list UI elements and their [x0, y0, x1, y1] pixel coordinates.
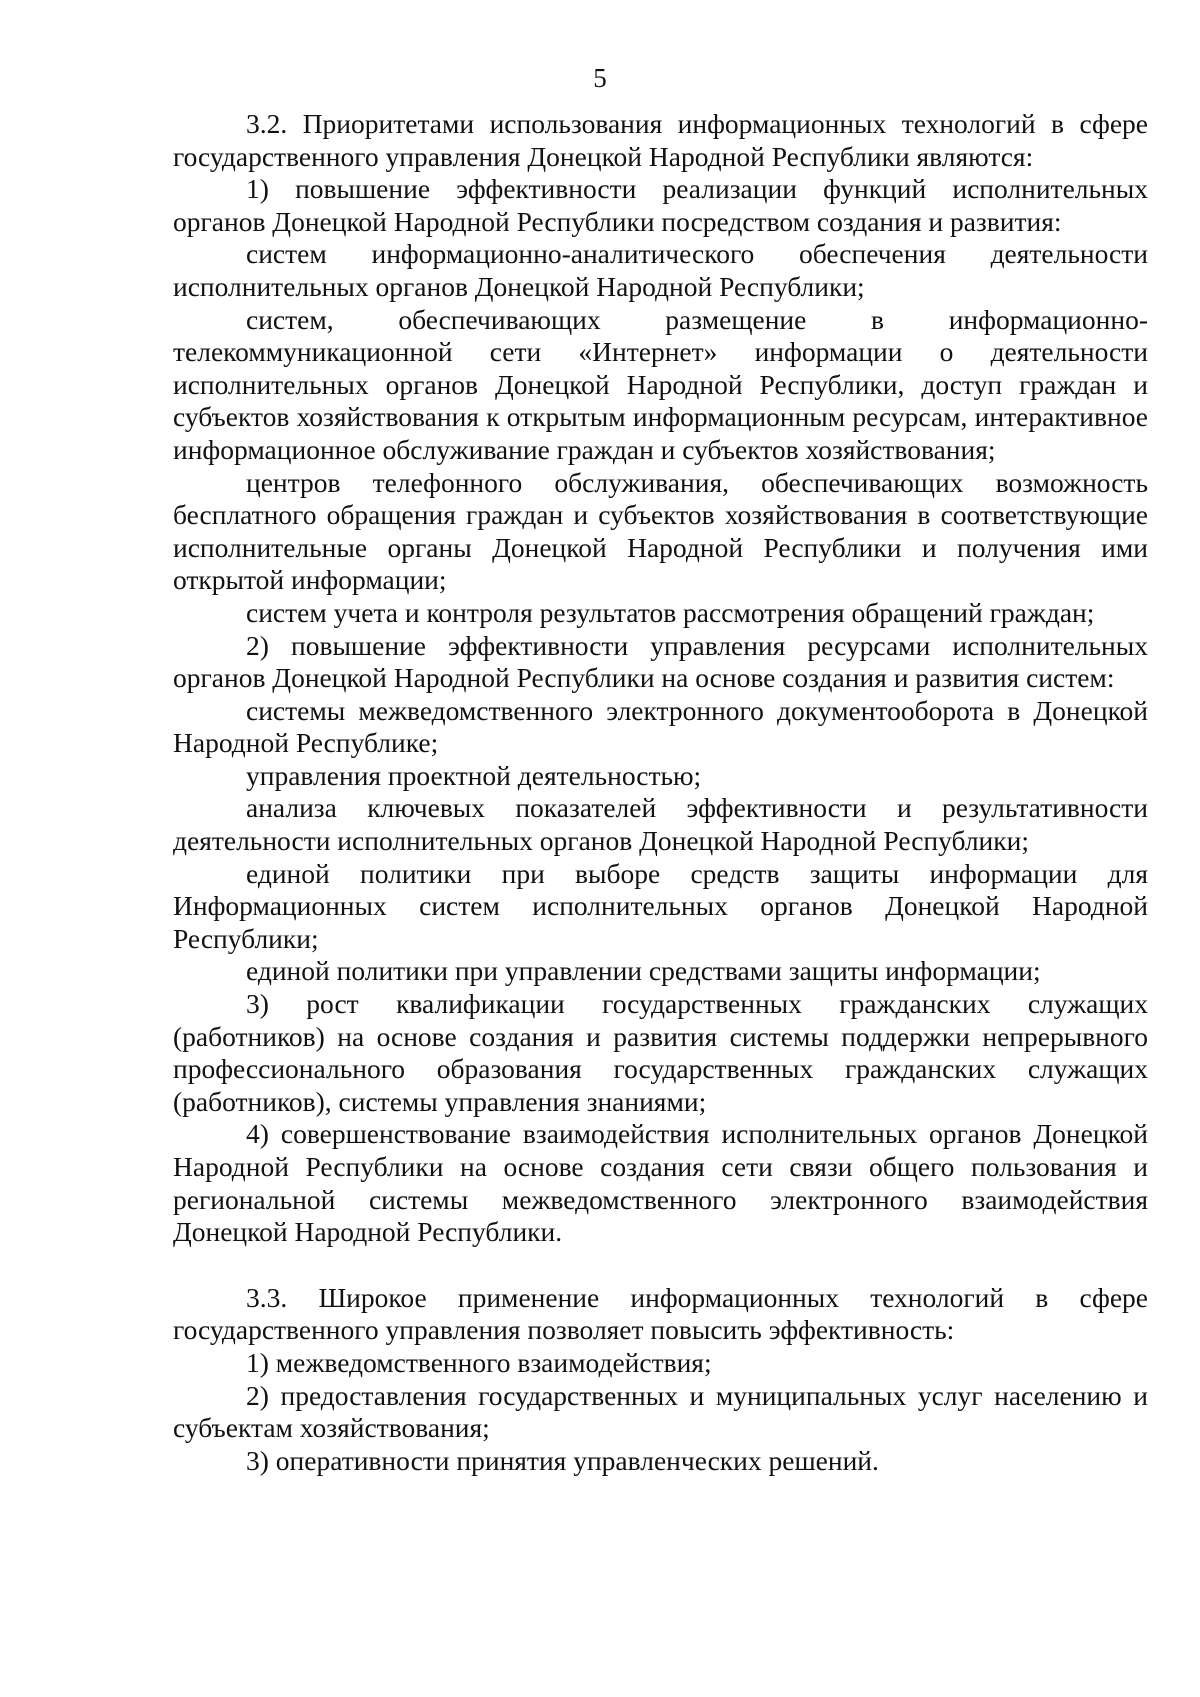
section-3-2-item-3: 3) рост квалификации государственных гражданских служащих (работников) на основе создания и развития системы поддержки непрерывного профессионального образования государственных гражданских служащих (работников), системы управления знаниями;	[173, 988, 1148, 1117]
section-3-3-intro: 3.3. Широкое применение информационных технологий в сфере государственного управления позволяет повысить эффективность:	[173, 1281, 1148, 1346]
section-3-2-item-2-sub-5: единой политики при управлении средствами защиты информации;	[246, 955, 1041, 987]
section-3-2-intro: 3.2. Приоритетами использования информационных технологий в сфере государственного управления Донецкой Народной Республики являются:	[173, 108, 1148, 172]
section-3-2-item-1: 1) повышение эффективности реализации функций исполнительных органов Донецкой Народной Республики посредством создания и развития:	[173, 173, 1148, 237]
section-3-2-item-2-sub-1: системы межведомственного электронного документооборота в Донецкой Народной Республике;	[173, 694, 1148, 759]
section-3-3-item-3: 3) оперативности принятия управленческих решений.	[246, 1444, 879, 1476]
section-3-2-item-1-sub-4: систем учета и контроля результатов рассмотрения обращений граждан;	[246, 596, 1095, 628]
section-3-2-item-2: 2) повышение эффективности управления ресурсами исполнительных органов Донецкой Народной Республики на основе создания и развития систем:	[173, 629, 1148, 694]
section-spacer	[173, 1249, 1148, 1282]
section-3-2-item-1-sub-1: систем информационно-аналитического обеспечения деятельности исполнительных органов Донецкой Народной Республики;	[173, 238, 1148, 302]
section-3-3-item-2: 2) предоставления государственных и муниципальных услуг населению и субъектам хозяйствования;	[173, 1379, 1148, 1444]
section-3-2-item-1-sub-2: систем, обеспечивающих размещение в информационно-телекоммуникационной сети «Интернет» информации о деятельности исполнительных органов Донецкой Народной Республики, доступ граждан и субъектов хозяйствования к открытым информационным ресурсам, интерактивное информационное обслуживание граждан и субъектов хозяйствования;	[173, 303, 1148, 465]
section-3-2-item-2-sub-2: управления проектной деятельностью;	[246, 759, 702, 791]
page-number: 5	[593, 63, 607, 93]
section-3-2-item-1-sub-3: центров телефонного обслуживания, обеспечивающих возможность бесплатного обращения граждан и субъектов хозяйствования в соответствующие исполнительные органы Донецкой Народной Республики и получения ими открытой информации;	[173, 466, 1148, 596]
section-3-2-item-2-sub-3: анализа ключевых показателей эффективности и результативности деятельности исполнительных органов Донецкой Народной Республики;	[173, 792, 1148, 857]
document-body	[173, 108, 1148, 1477]
section-3-2-item-4: 4) совершенствование взаимодействия исполнительных органов Донецкой Народной Республики на основе создания сети связи общего пользования и региональной системы межведомственного электронного взаимодействия Донецкой Народной Республики.	[173, 1118, 1148, 1248]
section-3-2-item-2-sub-4: единой политики при выборе средств защиты информации для Информационных систем исполнительных органов Донецкой Народной Республики;	[173, 857, 1148, 954]
section-3-3-item-1: 1) межведомственного взаимодействия;	[246, 1346, 712, 1378]
